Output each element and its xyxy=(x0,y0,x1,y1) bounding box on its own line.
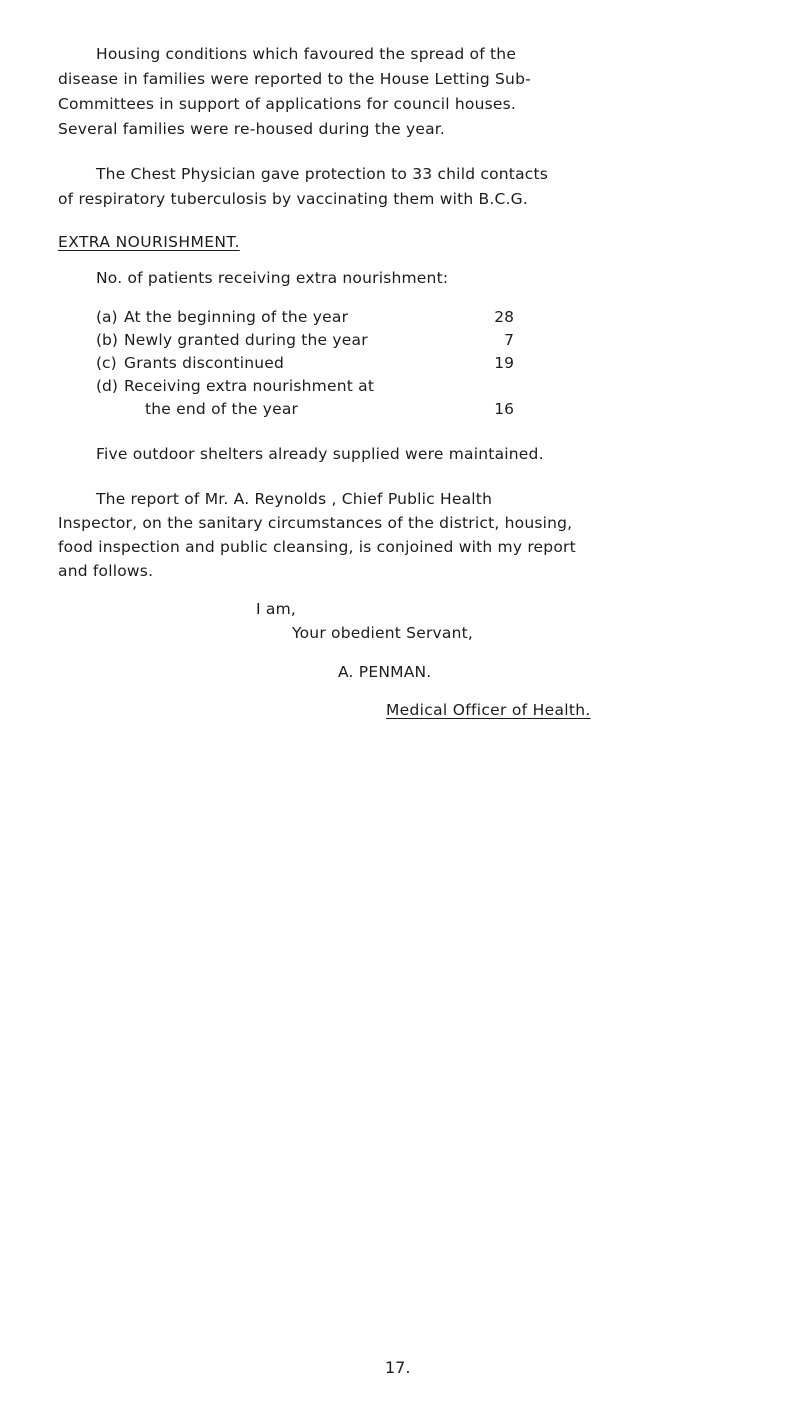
shelters-paragraph: Five outdoor shelters already supplied were maintained. xyxy=(96,445,544,463)
signatory-title: Medical Officer of Health. xyxy=(386,701,591,719)
chest-physician-line-1: The Chest Physician gave protection to 33 child contacts xyxy=(96,165,549,183)
closing-i-am: I am, xyxy=(256,600,297,618)
signatory-name: A. PENMAN. xyxy=(338,663,432,681)
extra-nourishment-intro: No. of patients receiving extra nourishment: xyxy=(96,269,449,287)
page-number: 17. xyxy=(385,1358,411,1377)
closing-obedient-servant: Your obedient Servant, xyxy=(292,624,474,642)
item-text: Receiving extra nourishment at xyxy=(124,377,375,395)
item-text-continued: the end of the year xyxy=(145,400,299,418)
housing-line-3: Committees in support of applications for council houses. xyxy=(58,95,517,113)
item-value: 19 xyxy=(494,354,514,372)
item-label: (c) xyxy=(96,354,117,372)
housing-line-2: disease in families were reported to the House Letting Sub- xyxy=(58,70,531,88)
item-label: (a) xyxy=(96,308,118,326)
item-value: 7 xyxy=(504,331,514,349)
report-line-2: Inspector, on the sanitary circumstances of the district, housing, xyxy=(58,514,573,532)
report-line-4: and follows. xyxy=(58,562,154,580)
item-text: Grants discontinued xyxy=(124,354,285,372)
report-line-3: food inspection and public cleansing, is conjoined with my report xyxy=(58,538,576,556)
item-label: (d) xyxy=(96,377,118,395)
housing-line-4: Several families were re-housed during the year. xyxy=(58,120,446,138)
item-label: (b) xyxy=(96,331,118,349)
report-line-1: The report of Mr. A. Reynolds , Chief Public Health xyxy=(96,490,493,508)
item-text: At the beginning of the year xyxy=(124,308,349,326)
item-value: 28 xyxy=(494,308,514,326)
item-text: Newly granted during the year xyxy=(124,331,368,349)
extra-nourishment-heading: EXTRA NOURISHMENT. xyxy=(58,233,240,251)
housing-line-1: Housing conditions which favoured the spread of the xyxy=(96,45,517,63)
chest-physician-line-2: of respiratory tuberculosis by vaccinating them with B.C.G. xyxy=(58,190,528,208)
item-value: 16 xyxy=(494,400,514,418)
